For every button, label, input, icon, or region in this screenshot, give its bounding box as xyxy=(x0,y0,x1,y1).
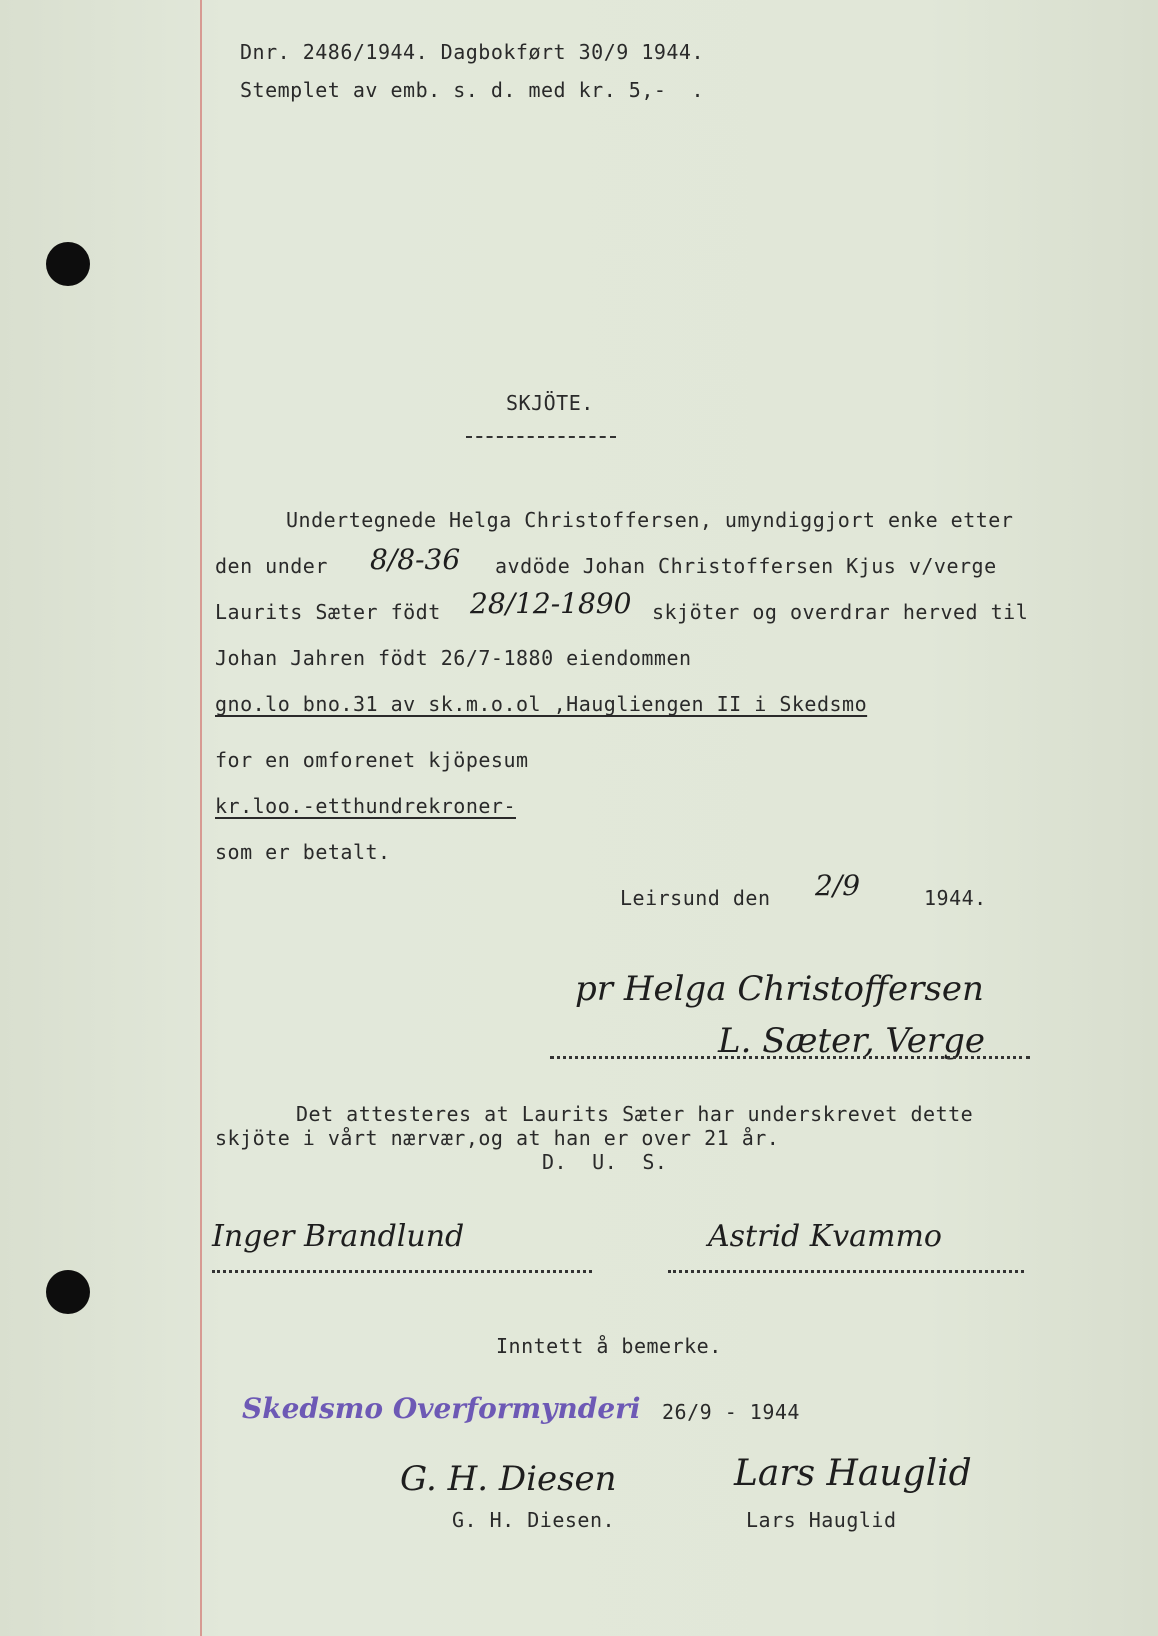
body-line-3b: skjöter og overdrar herved til xyxy=(652,600,1029,624)
header-line-2: Stemplet av emb. s. d. med kr. 5,- . xyxy=(240,78,705,102)
paid-line: som er betalt. xyxy=(215,840,391,864)
stamp-date: 26/9 - 1944 xyxy=(662,1400,800,1424)
official-name-1: G. H. Diesen. xyxy=(452,1508,616,1532)
attest-line-1: Det attesteres at Laurits Sæter har underskrevet dette xyxy=(296,1102,974,1126)
witness-dotted-line-1 xyxy=(212,1270,592,1273)
document-title: SKJÖTE. xyxy=(506,391,594,415)
header-line-1: Dnr. 2486/1944. Dagbokført 30/9 1944. xyxy=(240,40,705,64)
place-label: Leirsund den xyxy=(620,886,771,910)
attest-line-3: D. U. S. xyxy=(542,1150,668,1174)
price-amount: kr.loo.-etthundrekroner- xyxy=(215,794,516,818)
body-line-2a: den under xyxy=(215,554,328,578)
body-line-2b: avdöde Johan Christoffersen Kjus v/verge xyxy=(495,554,997,578)
margin-line xyxy=(200,0,202,1636)
punch-hole-bottom xyxy=(46,1270,90,1314)
attest-line-2: skjöte i vårt nærvær,og at han er over 21 år. xyxy=(215,1126,780,1150)
witness-signature-1: Inger Brandlund xyxy=(212,1219,465,1254)
witness-signature-2: Astrid Kvammo xyxy=(708,1219,942,1254)
body-line-4: Johan Jahren födt 26/7-1880 eiendommen xyxy=(215,646,692,670)
price-label: for en omforenet kjöpesum xyxy=(215,748,529,772)
remark-line: Inntett å bemerke. xyxy=(496,1334,722,1358)
handwritten-sign-date: 2/9 xyxy=(815,869,861,902)
title-rule xyxy=(466,436,616,438)
handwritten-birth-date: 28/12-1890 xyxy=(470,587,632,620)
body-line-1: Undertegnede Helga Christoffersen, umyndiggjort enke etter xyxy=(286,508,1014,532)
official-signature-2: Lars Hauglid xyxy=(734,1453,972,1494)
property-description: gno.lo bno.31 av sk.m.o.ol ,Haugliengen II i Skedsmo xyxy=(215,692,868,716)
handwritten-death-date: 8/8-36 xyxy=(370,543,461,576)
place-year: 1944. xyxy=(924,886,987,910)
signature-line-1: pr Helga Christoffersen xyxy=(575,969,984,1009)
official-name-2: Lars Hauglid xyxy=(746,1508,897,1532)
body-line-3a: Laurits Sæter födt xyxy=(215,600,441,624)
signature-dotted-line xyxy=(550,1056,1030,1059)
office-stamp: Skedsmo Overformynderi xyxy=(242,1392,641,1425)
signature-line-2: L. Sæter, Verge xyxy=(718,1021,986,1061)
witness-dotted-line-2 xyxy=(668,1270,1024,1273)
punch-hole-top xyxy=(46,242,90,286)
official-signature-1: G. H. Diesen xyxy=(400,1459,617,1499)
